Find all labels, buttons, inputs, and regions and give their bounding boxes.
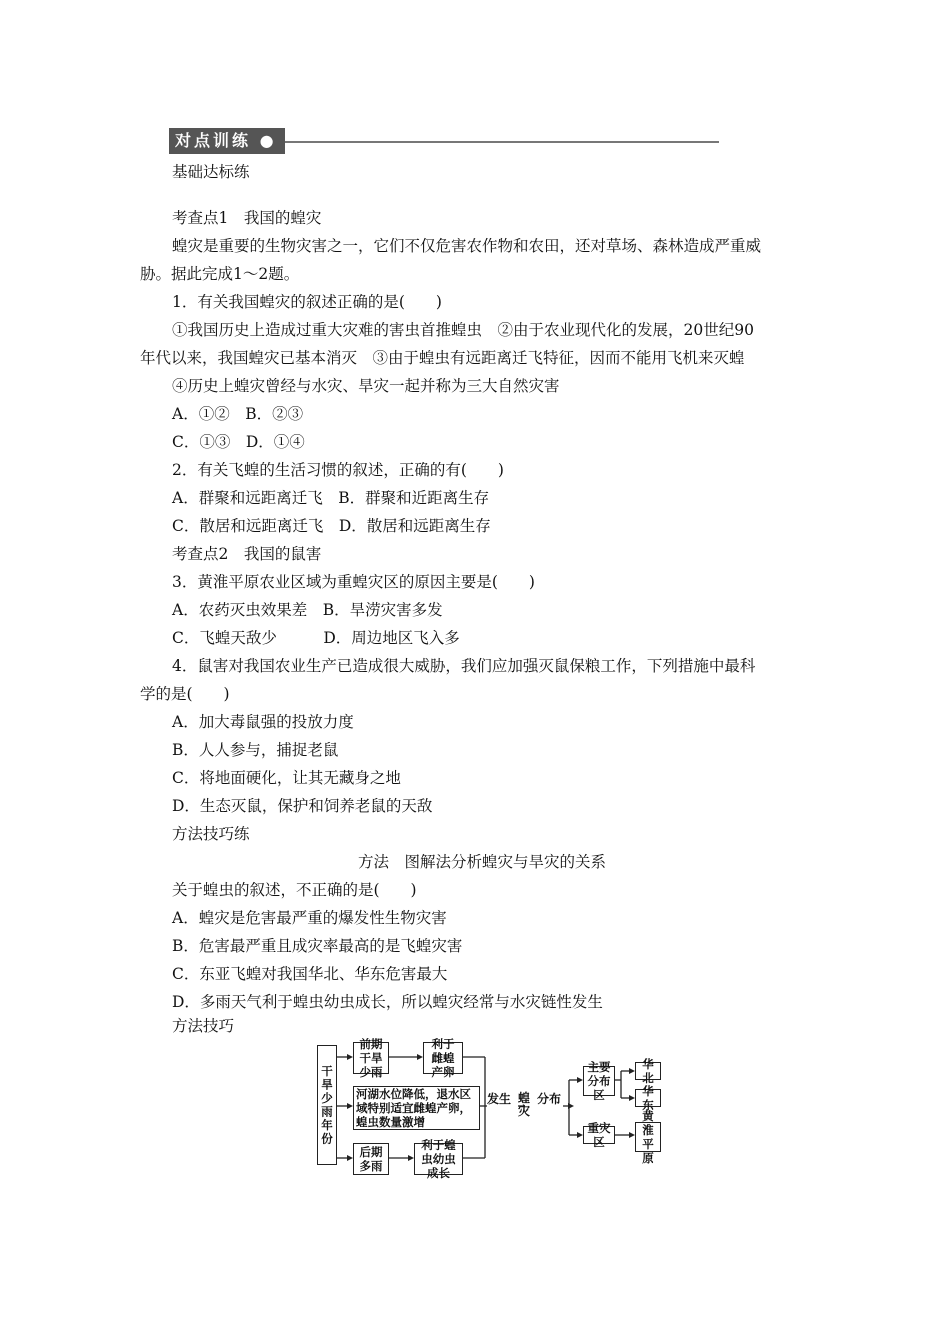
method-option-d: D．多雨天气利于蝗虫幼虫成长，所以蝗灾经常与水灾链性发生 [172,993,603,1011]
method-title: 方法 图解法分析蝗灾与旱灾的关系 [358,853,607,871]
intro-text: 蝗灾是重要的生物灾害之一，它们不仅危害农作物和农田，还对草场、森林造成严重威 [172,237,762,255]
q1-statement-4: ④历史上蝗灾曾经与水灾、旱灾一起并称为三大自然灾害 [172,377,560,395]
late-rain-box: 后期多雨 [353,1143,389,1175]
q4-option-a: A．加大毒鼠强的投放力度 [172,713,354,731]
topic-heading-2: 考查点2 我国的鼠害 [172,545,322,563]
drought-year-box: 干旱少雨年份 [317,1045,337,1165]
larvae-growth-box: 利于蝗虫幼虫成长 [414,1143,463,1175]
flow-diagram [315,1037,675,1180]
occur-label: 发生 [487,1092,512,1106]
q4-option-d: D．生态灭鼠，保护和饲养老鼠的天敌 [172,797,433,815]
method-tips-heading: 方法技巧 [172,1017,235,1035]
method-question: 关于蝗虫的叙述，不正确的是( ) [172,881,417,899]
egg-laying-box: 利于雌蝗产卵 [423,1042,463,1074]
intro-text-cont: 胁。据此完成1～2题。 [140,265,300,283]
q2-options-ab: A．群聚和远距离迁飞 B．群聚和近距离生存 [172,489,490,507]
q4-option-c: C．将地面硬化，让其无藏身之地 [172,769,401,787]
question-4-cont: 学的是( ) [140,685,230,703]
huabei-box: 华北 [635,1062,661,1080]
topic-heading: 考查点1 我国的蝗灾 [172,209,322,227]
q3-options-cd: C．飞蝗天敌少 D．周边地区飞入多 [172,629,460,647]
q3-options-ab: A．农药灭虫效果差 B．旱涝灾害多发 [172,601,443,619]
banner-title: 对点训练 ● [169,128,285,154]
method-option-b: B．危害最严重且成灾率最高的是飞蝗灾害 [172,937,463,955]
locust-disaster-label: 蝗灾 [518,1091,531,1118]
huadong-box: 华东 [635,1089,661,1107]
huanghuai-box: 黄淮平原 [635,1122,661,1152]
question-4: 4．鼠害对我国农业生产已造成很大威胁，我们应加强灭鼠保粮工作，下列措施中最科 [172,657,756,675]
heavy-area-box: 重灾区 [583,1126,615,1144]
question-3: 3．黄淮平原农业区域为重蝗灾区的原因主要是( ) [172,573,535,591]
q1-statements-cont: 年代以来，我国蝗灾已基本消灭 ③由于蝗虫有远距离迁飞特征，因而不能用飞机来灭蝗 [140,349,745,367]
method-heading: 方法技巧练 [172,825,250,843]
q1-options-cd: C．①③ D．①④ [172,433,305,451]
subsection-heading: 基础达标练 [172,163,250,181]
q1-statements: ①我国历史上造成过重大灾难的害虫首推蝗虫 ②由于农业现代化的发展，20世纪90 [172,321,754,339]
distribution-label: 分布 [537,1092,562,1106]
q4-option-b: B．人人参与，捕捉老鼠 [172,741,339,759]
q1-options-ab: A．①② B．②③ [172,405,304,423]
question-2: 2．有关飞蝗的生活习惯的叙述，正确的有( ) [172,461,504,479]
method-option-a: A．蝗灾是危害最严重的爆发性生物灾害 [172,909,447,927]
lake-level-box: 河湖水位降低，退水区域特别适宜雌蝗产卵，蝗虫数量激增 [353,1086,480,1130]
main-area-box: 主要分布区 [583,1066,615,1096]
method-option-c: C．东亚飞蝗对我国华北、华东危害最大 [172,965,448,983]
q2-options-cd: C．散居和远距离迁飞 D．散居和远距离生存 [172,517,491,535]
banner-rule [285,141,719,143]
question-1: 1．有关我国蝗灾的叙述正确的是( ) [172,293,442,311]
early-drought-box: 前期干旱少雨 [353,1042,389,1074]
